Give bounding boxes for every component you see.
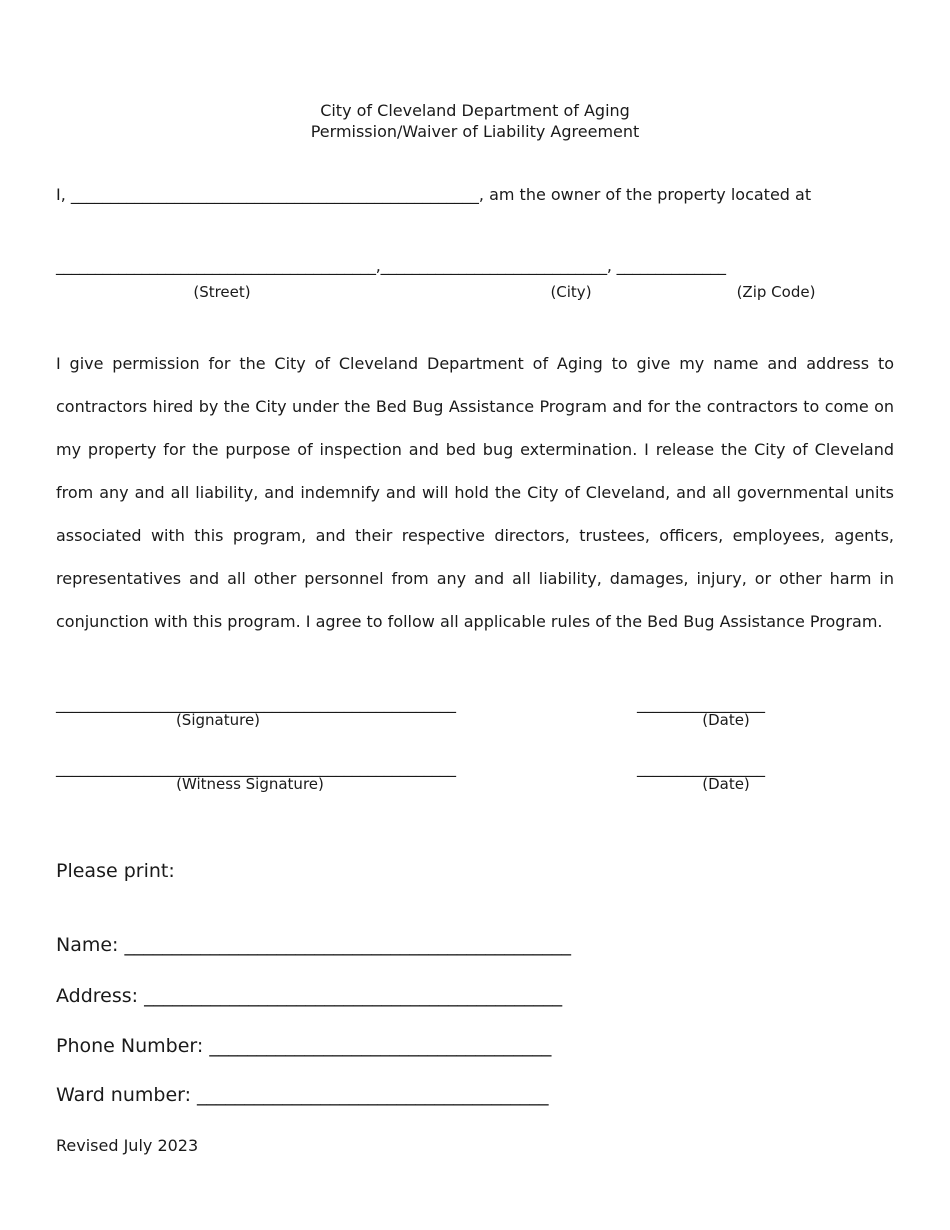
property-address-blanks: _________________________________________,_____________________________, ______________ — [56, 256, 726, 275]
owner-name-line: I, ___________________________________________________, am the owner of the property located at — [56, 185, 812, 204]
zip-code-label: (Zip Code) — [736, 283, 816, 301]
document-title: City of Cleveland Department of Aging — [320, 101, 630, 120]
witness-signature-blank: __________________________________________________ — [56, 758, 456, 777]
date-blank: ________________ — [637, 694, 765, 713]
witness-date-blank: ________________ — [637, 758, 765, 777]
witness-signature-label: (Witness Signature) — [176, 775, 324, 793]
revision-date: Revised July 2023 — [56, 1136, 199, 1155]
agreement-paragraph: I give permission for the City of Cleveland Department of Aging to give my name and address to contractors hired by the City under the Bed Bug Assistance Program and for the contractors to come on my property for the purpose of inspection and bed bug extermination. I release the City of Cleveland from any and all liability, and indemnify and will hold the City of Cleveland, and all governmental units associated with this program, and their respective directors, trustees, officers, employees, agents, representatives and all other personnel from any and all liability, damages, injury, or other harm in conjunction with this program. I agree to follow all applicable rules of the Bed Bug Assistance Program. — [56, 354, 894, 631]
witness-date-label: (Date) — [702, 775, 750, 793]
street-label: (Street) — [193, 283, 251, 301]
signature-label: (Signature) — [175, 711, 261, 729]
name-field-line: Name: _______________________________________________ — [56, 934, 571, 956]
city-label: (City) — [550, 283, 592, 301]
please-print-heading: Please print: — [56, 860, 175, 882]
document-subtitle: Permission/Waiver of Liability Agreement — [310, 122, 640, 141]
address-field-line: Address: ____________________________________________ — [56, 985, 563, 1007]
phone-number-field-line: Phone Number: ____________________________________ — [56, 1035, 552, 1057]
ward-number-field-line: Ward number: _____________________________________ — [56, 1084, 549, 1106]
signature-blank: __________________________________________________ — [56, 694, 456, 713]
date-label: (Date) — [702, 711, 750, 729]
